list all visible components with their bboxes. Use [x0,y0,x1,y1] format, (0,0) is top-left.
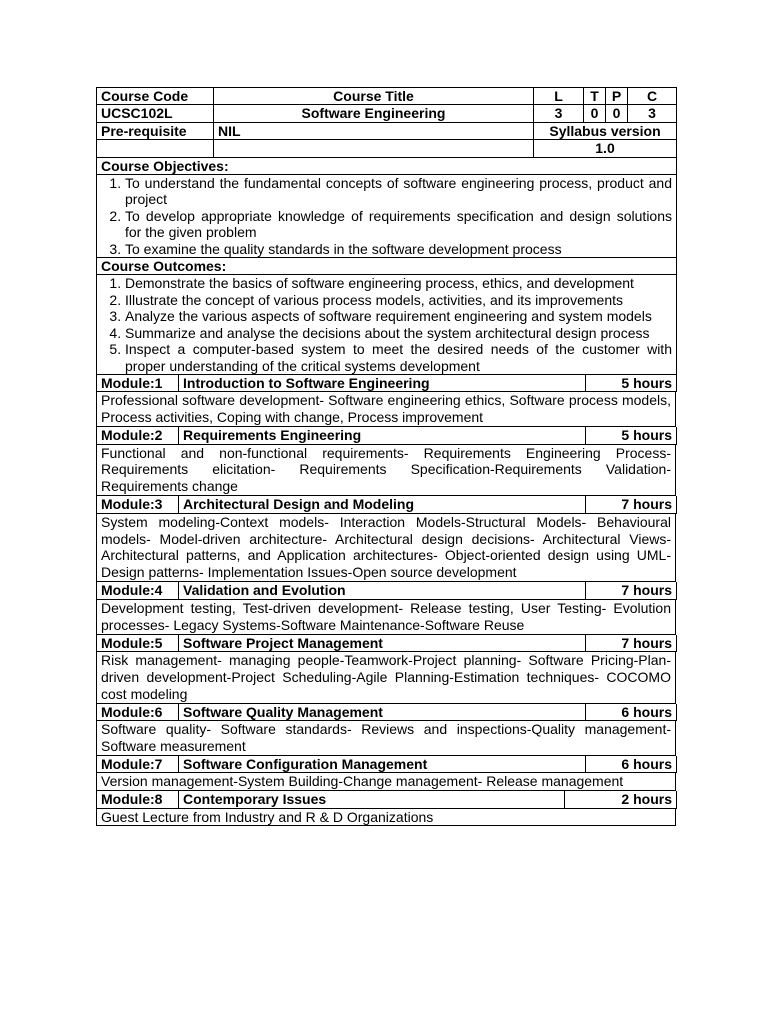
outcome-item: 2. Illustrate the concept of various process models, activities, and its improvements [125,292,672,308]
modules-section [96,375,676,827]
module-hours: 7 hours [586,582,677,599]
module-header [96,756,677,773]
outcome-item: 5. Inspect a computer-based system to meet the desired needs of the customer with proper understanding of the critical systems development [125,341,672,374]
objective-item: 2. To develop appropriate knowledge of requirements specification and design solutions for the given problem [125,208,672,241]
module-hours: 5 hours [586,427,677,444]
objectives-heading: Course Objectives: [97,157,677,174]
module-title: Contemporary Issues [179,791,565,808]
module-label: Module:3 [97,496,179,513]
module-content: Guest Lecture from Industry and R & D Organizations [96,809,676,827]
t-value: 0 [584,105,606,122]
module-title: Architectural Design and Modeling [179,496,586,513]
module-hours: 5 hours [586,375,677,392]
syllabus-version-label: Syllabus version [534,122,677,139]
syllabus-version-value: 1.0 [534,140,677,157]
module-content: Software quality- Software standards- Reviews and inspections-Quality management- Software measurement [96,721,676,756]
outcomes-heading: Course Outcomes: [97,258,677,275]
module-label: Module:1 [97,375,179,392]
module-title: Requirements Engineering [179,427,586,444]
objective-item: 3. To examine the quality standards in the software development process [125,241,672,257]
module-content: Functional and non-functional requirements- Requirements Engineering Process- Requirements elicitation- Requirements Specification-Requirements Validation- Requirements change [96,445,676,497]
module-content: System modeling-Context models- Interaction Models-Structural Models- Behavioural models- Model-driven architecture- Architectural design decisions- Architectural Views-Architectural patterns, and Application architectures- Object-oriented design using UML-Design patterns- Implementation Issues-Open source development [96,514,676,583]
outcome-item: 1. Demonstrate the basics of software engineering process, ethics, and development [125,275,672,291]
module-content: Version management-System Building-Change management- Release management [96,773,676,791]
c-value: 3 [628,105,677,122]
module-hours: 6 hours [586,756,677,773]
module-label: Module:8 [97,791,179,808]
module-label: Module:5 [97,635,179,652]
module-hours: 7 hours [586,496,677,513]
outcome-item: 4. Summarize and analyse the decisions about the system architectural design process [125,325,672,341]
empty-cell [214,140,534,157]
prerequisite-value: NIL [214,122,534,139]
module-label: Module:4 [97,582,179,599]
module-hours: 7 hours [586,635,677,652]
module-hours: 6 hours [586,704,677,721]
outcomes-list-cell [97,275,677,374]
module-title: Software Quality Management [179,704,586,721]
course-title: Software Engineering [214,105,534,122]
p-value: 0 [606,105,628,122]
module-header [96,704,677,721]
module-title: Software Configuration Management [179,756,586,773]
module-content: Development testing, Test-driven development- Release testing, User Testing- Evolution processes- Legacy Systems-Software Maintenance-Software Reuse [96,600,676,635]
l-value: 3 [534,105,584,122]
module-header [96,582,677,599]
outcome-item: 3. Analyze the various aspects of software requirement engineering and system models [125,308,672,324]
module-content: Professional software development- Software engineering ethics, Software process models, Process activities, Coping with change, Process improvement [96,392,676,427]
objective-item: 1. To understand the fundamental concepts of software engineering process, product and project [125,175,672,208]
module-label: Module:6 [97,704,179,721]
module-label: Module:2 [97,427,179,444]
module-title: Introduction to Software Engineering [179,375,586,392]
module-title: Software Project Management [179,635,586,652]
module-label: Module:7 [97,756,179,773]
prerequisite-label: Pre-requisite [97,122,214,139]
p-label: P [606,88,628,105]
empty-cell [97,140,214,157]
t-label: T [584,88,606,105]
module-header [96,635,677,652]
course-title-label: Course Title [214,88,534,105]
syllabus-sheet [96,87,676,826]
course-header-table [96,87,677,375]
module-header [96,427,677,444]
objectives-list-cell [97,175,677,258]
module-header [96,791,677,808]
module-title: Validation and Evolution [179,582,586,599]
objectives-list [101,175,672,257]
c-label: C [628,88,677,105]
module-content: Risk management- managing people-Teamwork-Project planning- Software Pricing-Plan-driven development-Project Scheduling-Agile Planning-Estimation techniques- COCOMO cost modeling [96,652,676,704]
outcomes-list [101,275,672,373]
module-header [96,496,677,513]
course-code-label: Course Code [97,88,214,105]
course-code: UCSC102L [97,105,214,122]
l-label: L [534,88,584,105]
module-header [96,375,677,392]
module-hours: 2 hours [565,791,677,808]
